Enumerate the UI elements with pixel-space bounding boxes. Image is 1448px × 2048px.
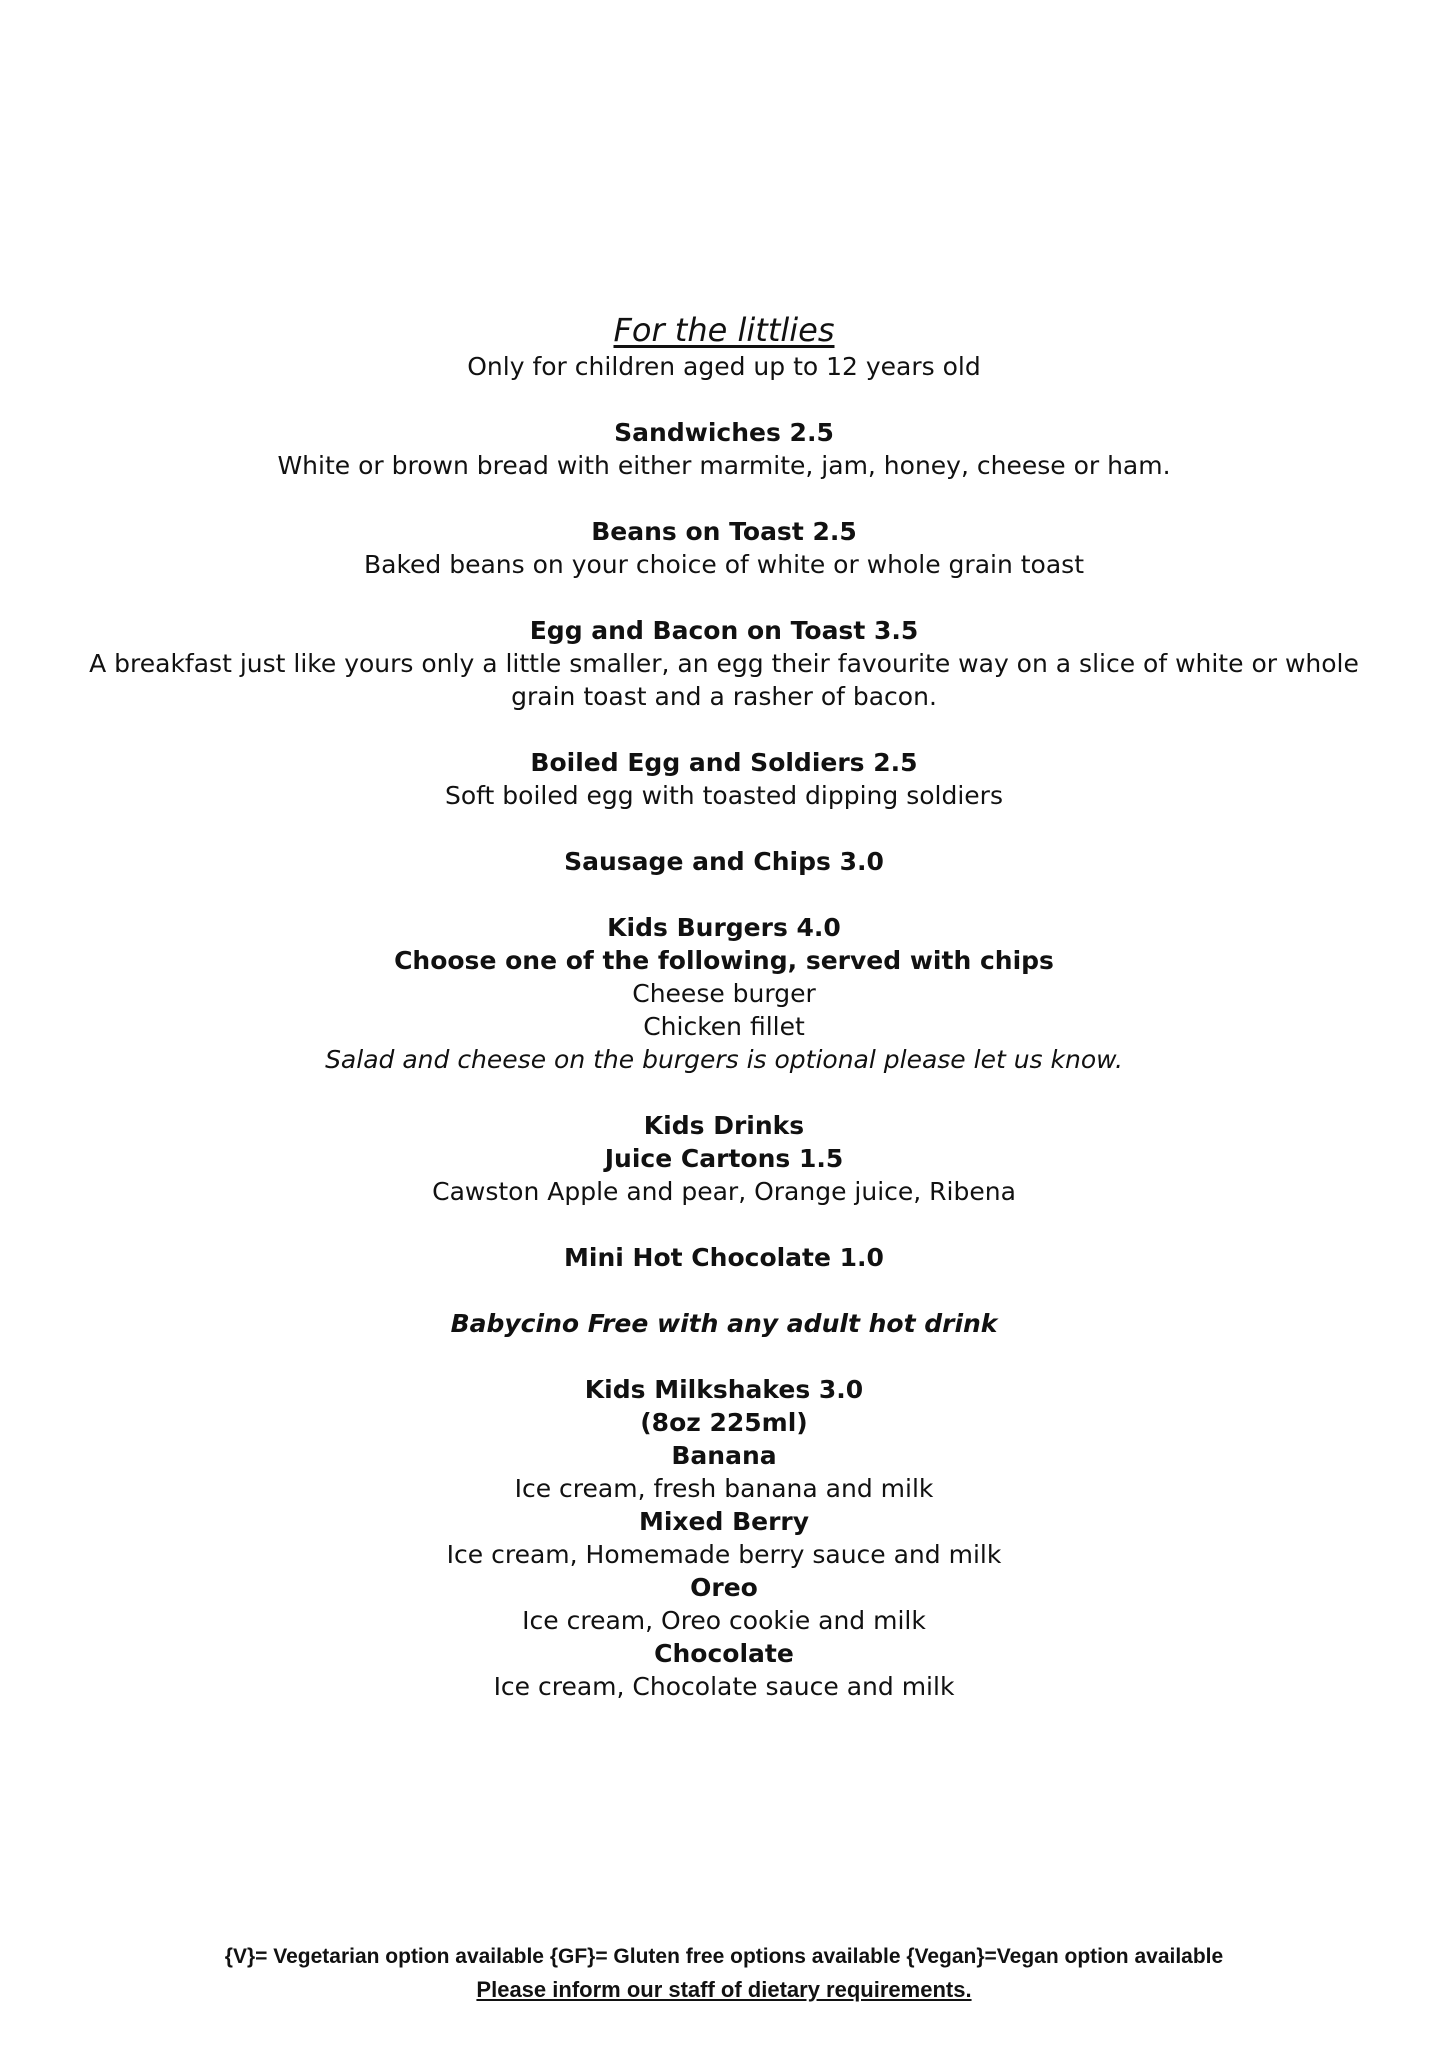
menu-subtitle: Only for children aged up to 12 years old — [467, 352, 981, 381]
item-milkshakes-name: Kids Milkshakes 3.0 — [584, 1375, 864, 1404]
item-burgers-name: Kids Burgers 4.0 — [607, 913, 841, 942]
milkshake-flavour-desc: Ice cream, Chocolate sauce and milk — [493, 1672, 955, 1701]
item-milkshakes-size: (8oz 225ml) — [640, 1408, 808, 1437]
menu-title: For the littlies — [613, 311, 835, 349]
menu-footer — [0, 1940, 1448, 2006]
drinks-heading: Kids Drinks — [643, 1111, 805, 1140]
milkshake-flavour-desc: Ice cream, Oreo cookie and milk — [522, 1606, 926, 1635]
milkshake-flavour-name: Chocolate — [654, 1639, 794, 1668]
milkshake-flavour-name: Mixed Berry — [638, 1507, 810, 1536]
kids-menu — [0, 310, 1448, 1703]
item-juice-desc: Cawston Apple and pear, Orange juice, Ribena — [432, 1177, 1016, 1206]
item-sandwiches-name: Sandwiches 2.5 — [614, 418, 834, 447]
item-burgers-option: Chicken fillet — [643, 1012, 805, 1041]
item-sandwiches-desc: White or brown bread with either marmite, jam, honey, cheese or ham. — [277, 451, 1171, 480]
item-burgers-choose: Choose one of the following, served with chips — [394, 946, 1054, 975]
item-babycino: Babycino Free with any adult hot drink — [450, 1309, 998, 1338]
dietary-legend: {V}= Vegetarian option available {GF}= Gluten free options available {Vegan}=Vegan option available — [224, 1945, 1224, 1968]
dietary-notice: Please inform our staff of dietary requirements. — [476, 1977, 972, 2002]
milkshake-flavour-name: Oreo — [690, 1573, 758, 1602]
item-boiled-egg-desc: Soft boiled egg with toasted dipping soldiers — [445, 781, 1003, 810]
item-boiled-egg-name: Boiled Egg and Soldiers 2.5 — [530, 748, 918, 777]
item-egg-bacon-desc: A breakfast just like yours only a little smaller, an egg their favourite way on a slice of white or whole grain toast and a rasher of bacon. — [89, 649, 1359, 711]
milkshake-flavour-desc: Ice cream, Homemade berry sauce and milk — [446, 1540, 1002, 1569]
item-hot-chocolate-name: Mini Hot Chocolate 1.0 — [564, 1243, 884, 1272]
milkshake-flavour-name: Banana — [671, 1441, 777, 1470]
item-beans-name: Beans on Toast 2.5 — [591, 517, 857, 546]
item-burgers-note: Salad and cheese on the burgers is optional please let us know. — [325, 1045, 1123, 1074]
item-burgers-option: Cheese burger — [632, 979, 816, 1008]
milkshake-flavour-desc: Ice cream, fresh banana and milk — [514, 1474, 934, 1503]
item-sausage-name: Sausage and Chips 3.0 — [564, 847, 884, 876]
item-beans-desc: Baked beans on your choice of white or whole grain toast — [363, 550, 1085, 579]
item-egg-bacon-name: Egg and Bacon on Toast 3.5 — [529, 616, 919, 645]
item-juice-name: Juice Cartons 1.5 — [604, 1144, 844, 1173]
